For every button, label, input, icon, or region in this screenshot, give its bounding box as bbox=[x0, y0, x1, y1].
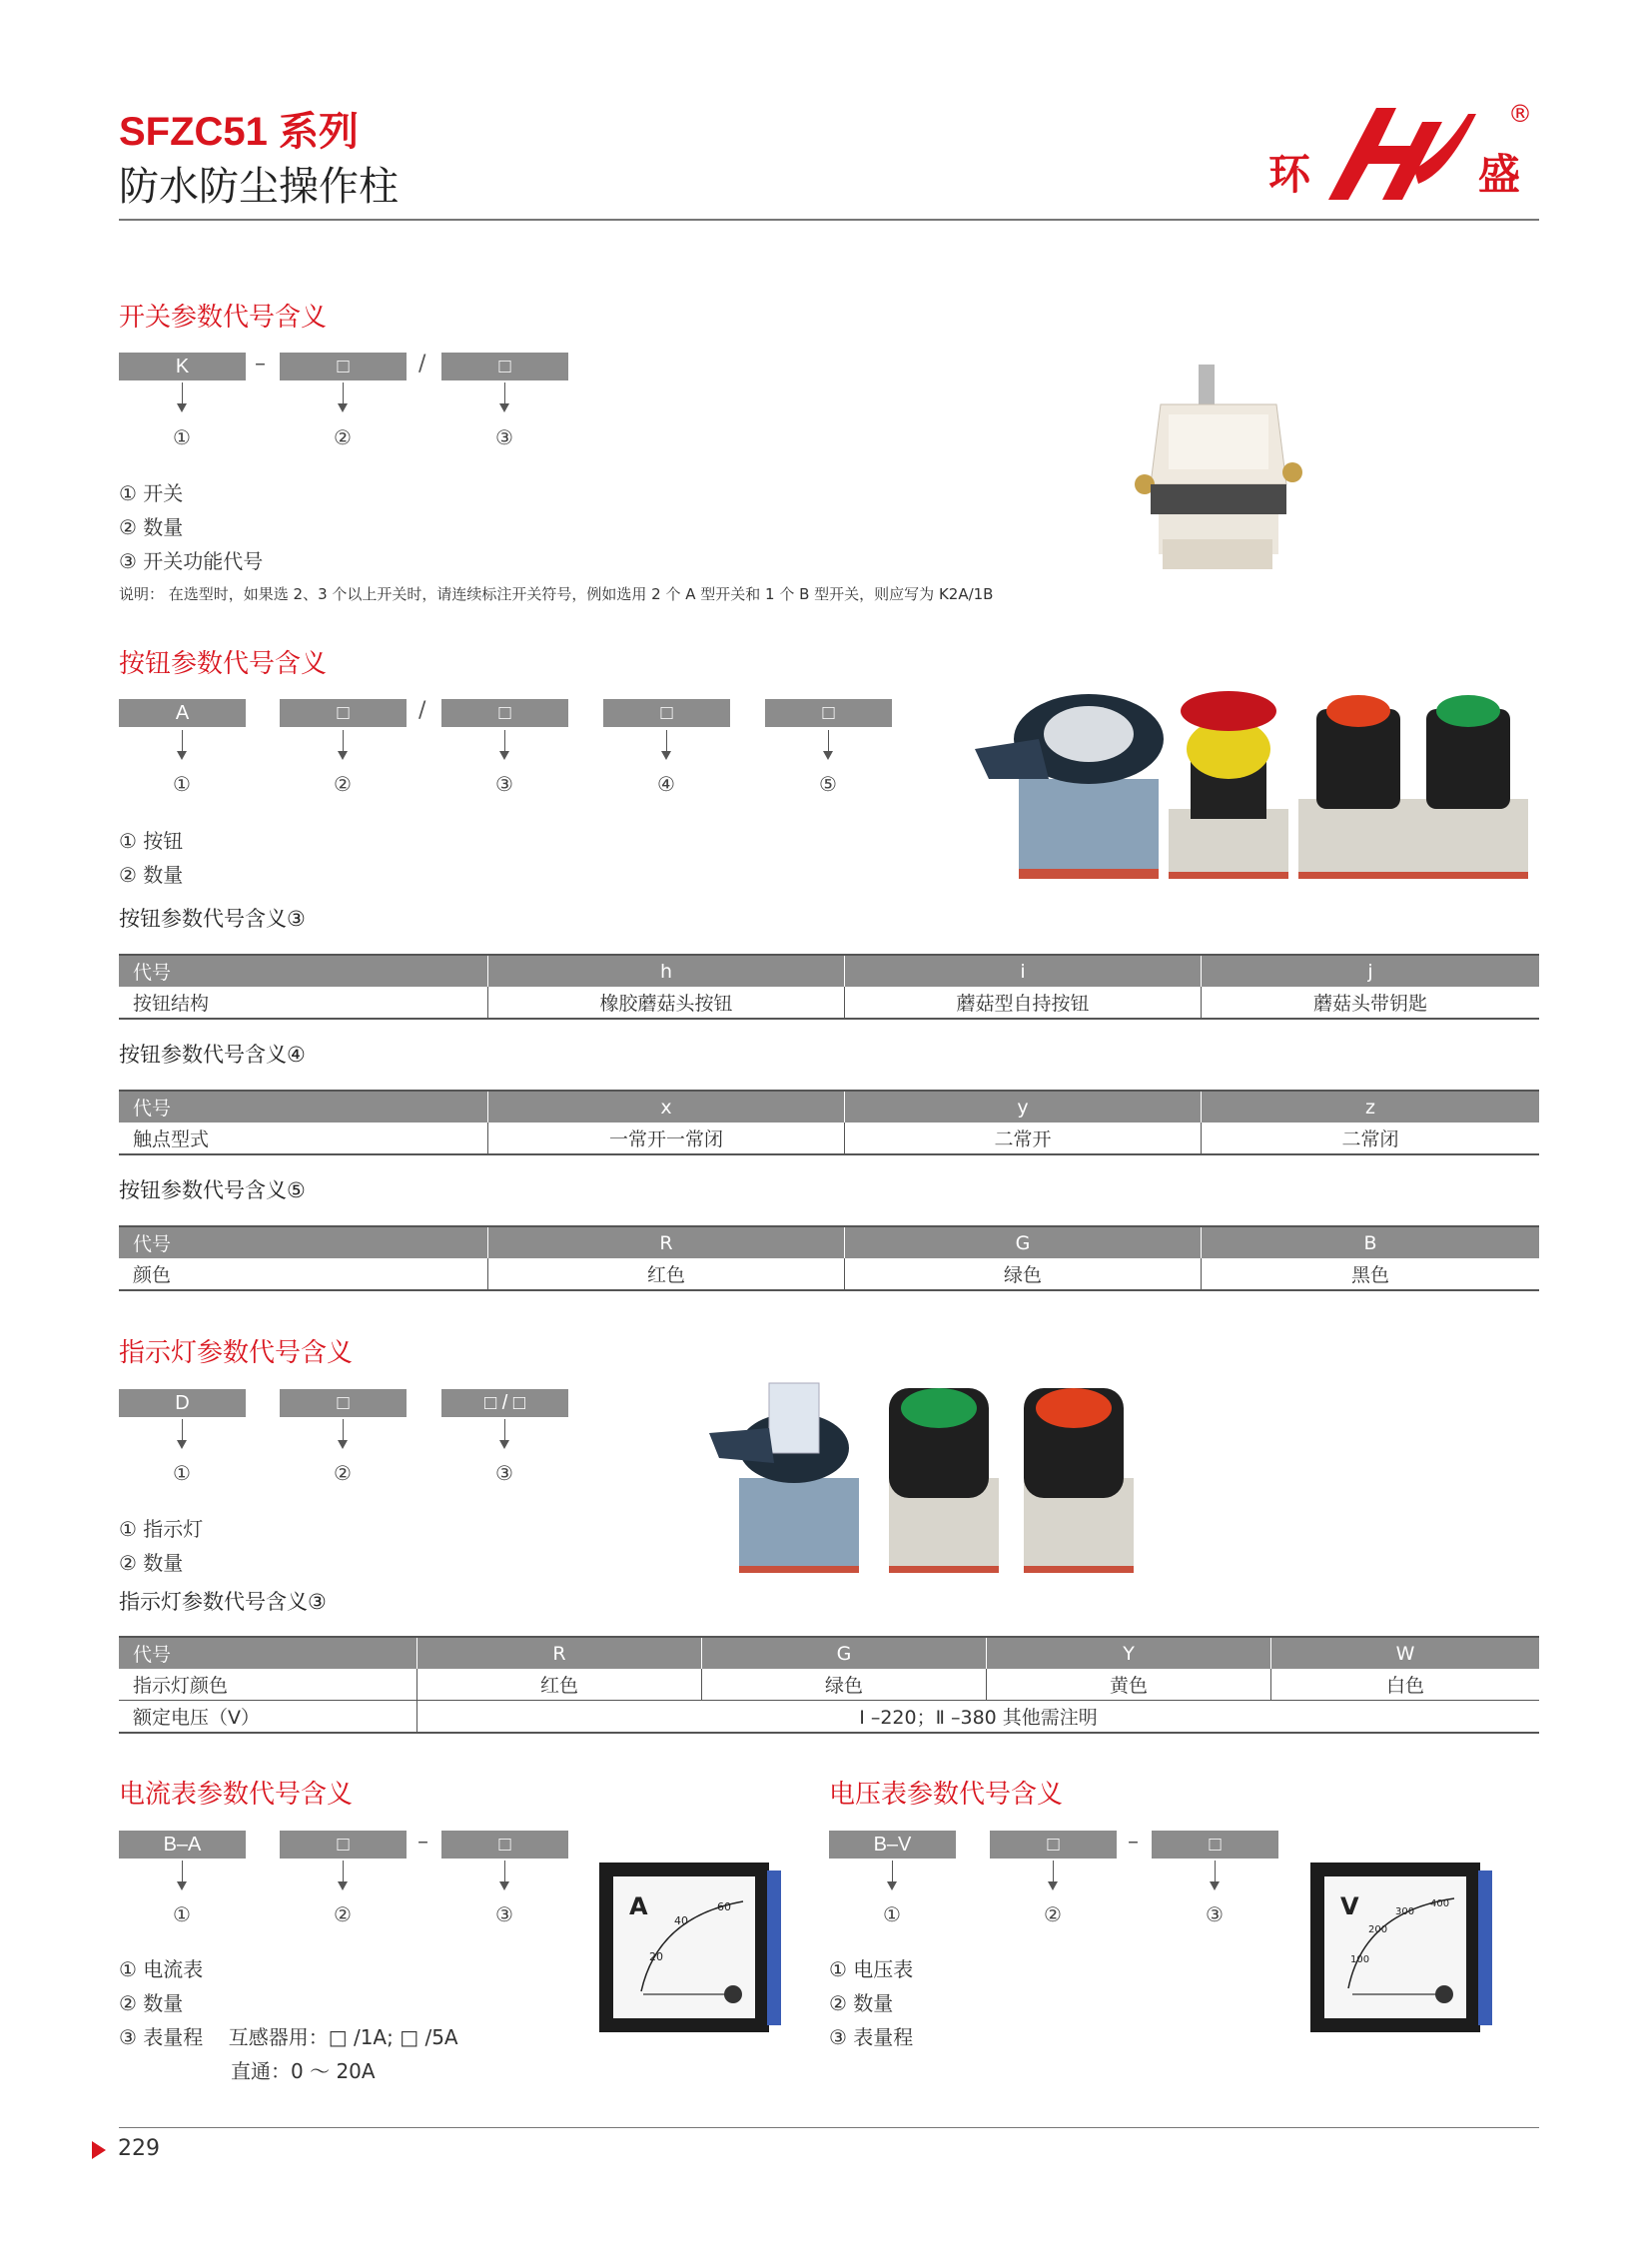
switch-sep-2: / bbox=[418, 352, 426, 376]
ammeter-section-title: 电流表参数代号含义 bbox=[119, 1780, 354, 1810]
switch-sep-1: – bbox=[255, 352, 266, 376]
button-code-5: □ bbox=[765, 699, 892, 727]
ammeter-needle-icon bbox=[613, 1876, 755, 2018]
button-mark-1: ① bbox=[173, 772, 191, 796]
button-sep-1: / bbox=[418, 698, 426, 723]
button-table5-h0: 代号 bbox=[119, 1226, 488, 1258]
ammeter-dial-unit: A bbox=[629, 1892, 648, 1920]
series-title: SFZC51 系列 bbox=[119, 110, 360, 154]
voltmeter-item-1: ① 电压表 bbox=[829, 1957, 914, 1981]
ammeter-mark-3: ③ bbox=[495, 1902, 513, 1926]
switch-item-3: ③ 开关功能代号 bbox=[119, 549, 264, 573]
product-title: 防水防尘操作柱 bbox=[119, 164, 399, 210]
ammeter-tick-40: 40 bbox=[674, 1914, 688, 1927]
button-mark-5: ⑤ bbox=[819, 772, 837, 796]
lamp-table-r1c0: 指示灯颜色 bbox=[119, 1669, 417, 1701]
voltmeter-tick-200: 200 bbox=[1368, 1924, 1388, 1935]
ammeter-tick-20: 20 bbox=[649, 1950, 663, 1963]
ammeter-code-2: □ bbox=[280, 1831, 407, 1859]
lamp-mark-2: ② bbox=[334, 1461, 352, 1485]
button-photos bbox=[969, 689, 1558, 889]
lamp-item-1: ① 指示灯 bbox=[119, 1517, 204, 1541]
voltmeter-mark-3: ③ bbox=[1206, 1902, 1224, 1926]
button-table3-c3: 蘑菇头带钥匙 bbox=[1202, 987, 1540, 1019]
button-code-3: □ bbox=[441, 699, 568, 727]
switch-item-2: ② 数量 bbox=[119, 515, 184, 539]
brand-left-char: 环 bbox=[1268, 150, 1311, 199]
ammeter-item-1: ① 电流表 bbox=[119, 1957, 204, 1981]
lamp-mark-3: ③ bbox=[495, 1461, 513, 1485]
switch-item-1: ① 开关 bbox=[119, 481, 184, 505]
voltmeter-item-3: ③ 表量程 bbox=[829, 2025, 914, 2049]
logo-mark-icon bbox=[1318, 100, 1478, 210]
button-arrowhead-1 bbox=[177, 751, 187, 760]
lamp-mark-1: ① bbox=[173, 1461, 191, 1485]
ammeter-item-4: 直通：0 ～ 20A bbox=[231, 2059, 376, 2083]
lamp-table-h2: G bbox=[702, 1637, 987, 1669]
button-section-title: 按钮参数代号含义 bbox=[119, 649, 328, 679]
lamp-table-r1c4: 白色 bbox=[1271, 1669, 1540, 1701]
voltmeter-arrowhead-2 bbox=[1048, 1881, 1058, 1890]
page-arrow-icon bbox=[92, 2141, 106, 2159]
voltmeter-item-2: ② 数量 bbox=[829, 1991, 894, 2015]
voltmeter-tick-400: 400 bbox=[1430, 1898, 1450, 1909]
voltmeter-tick-100: 100 bbox=[1350, 1954, 1370, 1965]
header-rule bbox=[119, 219, 1539, 221]
lamp-table bbox=[119, 1636, 1539, 1734]
button-mark-4: ④ bbox=[657, 772, 675, 796]
ammeter-arrowhead-1 bbox=[177, 1881, 187, 1890]
button-mark-3: ③ bbox=[495, 772, 513, 796]
button-table4-h2: y bbox=[845, 1091, 1202, 1122]
button-table4-c2: 二常开 bbox=[845, 1122, 1202, 1154]
button-table3-h3: j bbox=[1202, 955, 1540, 987]
button-table3-title: 按钮参数代号含义③ bbox=[119, 907, 306, 931]
button-mark-2: ② bbox=[334, 772, 352, 796]
brand-right-char: 盛 bbox=[1478, 150, 1521, 199]
ammeter-code-1: B–A bbox=[119, 1831, 246, 1859]
lamp-table-r1c2: 绿色 bbox=[702, 1669, 987, 1701]
button-arrowhead-2 bbox=[338, 751, 348, 760]
lamp-table-r1c3: 黄色 bbox=[987, 1669, 1271, 1701]
rotary-switch-photo bbox=[1129, 365, 1308, 579]
lamp-table-h1: R bbox=[417, 1637, 702, 1669]
switch-code-2: □ bbox=[280, 353, 407, 380]
voltmeter-photo bbox=[1310, 1863, 1495, 2032]
ammeter-arrowhead-2 bbox=[338, 1881, 348, 1890]
voltmeter-dial-unit: V bbox=[1340, 1892, 1359, 1920]
lamp-section-title: 指示灯参数代号含义 bbox=[119, 1338, 354, 1368]
button-table3-c0: 按钮结构 bbox=[119, 987, 488, 1019]
lamp-code-3: □ / □ bbox=[441, 1389, 568, 1417]
button-arrowhead-3 bbox=[499, 751, 509, 760]
button-table4-h0: 代号 bbox=[119, 1091, 488, 1122]
lamp-code-1: D bbox=[119, 1389, 246, 1417]
registered-mark: ® bbox=[1508, 100, 1532, 128]
footer-rule bbox=[119, 2127, 1539, 2128]
button-table4 bbox=[119, 1090, 1539, 1155]
lamp-table-h4: W bbox=[1271, 1637, 1540, 1669]
ammeter-mark-2: ② bbox=[334, 1902, 352, 1926]
lamp-table-title: 指示灯参数代号含义③ bbox=[119, 1590, 327, 1614]
button-table4-c0: 触点型式 bbox=[119, 1122, 488, 1154]
voltmeter-code-3: □ bbox=[1152, 1831, 1278, 1859]
ammeter-code-3: □ bbox=[441, 1831, 568, 1859]
voltmeter-mark-2: ② bbox=[1044, 1902, 1062, 1926]
button-table3 bbox=[119, 954, 1539, 1020]
button-table3-h0: 代号 bbox=[119, 955, 488, 987]
button-table5-c1: 红色 bbox=[488, 1258, 845, 1290]
button-table5-h1: R bbox=[488, 1226, 845, 1258]
ammeter-item-2: ② 数量 bbox=[119, 1991, 184, 2015]
button-table5-c2: 绿色 bbox=[845, 1258, 1202, 1290]
button-table4-c3: 二常闭 bbox=[1202, 1122, 1540, 1154]
button-table4-h1: x bbox=[488, 1091, 845, 1122]
button-code-4: □ bbox=[603, 699, 730, 727]
button-table5-c3: 黑色 bbox=[1202, 1258, 1540, 1290]
switch-note: 说明： 在选型时，如果选 2、3 个以上开关时，请连续标注开关符号，例如选用 2 个 A 型开关和 1 个 B 型开关，则应写为 K2A/1B bbox=[119, 585, 994, 603]
lamp-arrowhead-3 bbox=[499, 1440, 509, 1449]
lamp-item-2: ② 数量 bbox=[119, 1551, 184, 1575]
switch-arrowhead-1 bbox=[177, 403, 187, 412]
lamp-photos bbox=[709, 1378, 1149, 1578]
lamp-table-h3: Y bbox=[987, 1637, 1271, 1669]
switch-arrowhead-2 bbox=[338, 403, 348, 412]
button-item-2: ② 数量 bbox=[119, 863, 184, 887]
switch-section-title: 开关参数代号含义 bbox=[119, 303, 328, 333]
button-table3-h1: h bbox=[488, 955, 845, 987]
lamp-table-r2c0: 额定电压（V） bbox=[119, 1701, 417, 1734]
button-table3-h2: i bbox=[845, 955, 1202, 987]
ammeter-sep-1: – bbox=[417, 1830, 428, 1855]
button-table5-h2: G bbox=[845, 1226, 1202, 1258]
switch-code-3: □ bbox=[441, 353, 568, 380]
brand-logo bbox=[1268, 100, 1538, 210]
button-table5 bbox=[119, 1225, 1539, 1291]
button-code-2: □ bbox=[280, 699, 407, 727]
voltmeter-code-2: □ bbox=[990, 1831, 1117, 1859]
button-table4-title: 按钮参数代号含义④ bbox=[119, 1043, 306, 1067]
ammeter-item-3: ③ 表量程 互感器用：□ /1A; □ /5A bbox=[119, 2025, 458, 2049]
lamp-table-h0: 代号 bbox=[119, 1637, 417, 1669]
button-item-1: ① 按钮 bbox=[119, 829, 184, 853]
voltmeter-arrowhead-1 bbox=[887, 1881, 897, 1890]
lamp-arrowhead-2 bbox=[338, 1440, 348, 1449]
lamp-table-r1c1: 红色 bbox=[417, 1669, 702, 1701]
ammeter-mark-1: ① bbox=[173, 1902, 191, 1926]
switch-mark-2: ② bbox=[334, 425, 352, 449]
voltmeter-sep-1: – bbox=[1128, 1830, 1139, 1855]
voltmeter-section-title: 电压表参数代号含义 bbox=[829, 1780, 1064, 1810]
ammeter-photo bbox=[599, 1863, 784, 2032]
button-table3-c2: 蘑菇型自持按钮 bbox=[845, 987, 1202, 1019]
button-table4-h3: z bbox=[1202, 1091, 1540, 1122]
button-table5-c0: 颜色 bbox=[119, 1258, 488, 1290]
voltmeter-tick-300: 300 bbox=[1395, 1906, 1415, 1917]
voltmeter-mark-1: ① bbox=[883, 1902, 901, 1926]
voltmeter-needle-icon bbox=[1324, 1876, 1466, 2018]
lamp-arrowhead-1 bbox=[177, 1440, 187, 1449]
ammeter-tick-60: 60 bbox=[717, 1900, 731, 1913]
button-arrowhead-4 bbox=[661, 751, 671, 760]
lamp-code-2: □ bbox=[280, 1389, 407, 1417]
button-table4-c1: 一常开一常闭 bbox=[488, 1122, 845, 1154]
button-table5-title: 按钮参数代号含义⑤ bbox=[119, 1178, 306, 1202]
voltmeter-arrowhead-3 bbox=[1210, 1881, 1220, 1890]
switch-mark-3: ③ bbox=[495, 425, 513, 449]
switch-code-1: K bbox=[119, 353, 246, 380]
lamp-table-r2c1: Ⅰ –220；Ⅱ –380 其他需注明 bbox=[417, 1701, 1540, 1734]
button-arrowhead-5 bbox=[823, 751, 833, 760]
voltmeter-code-1: B–V bbox=[829, 1831, 956, 1859]
button-table3-c1: 橡胶蘑菇头按钮 bbox=[488, 987, 845, 1019]
button-table5-h3: B bbox=[1202, 1226, 1540, 1258]
switch-arrowhead-3 bbox=[499, 403, 509, 412]
page-number: 229 bbox=[118, 2136, 160, 2161]
switch-mark-1: ① bbox=[173, 425, 191, 449]
button-code-1: A bbox=[119, 699, 246, 727]
ammeter-arrowhead-3 bbox=[499, 1881, 509, 1890]
